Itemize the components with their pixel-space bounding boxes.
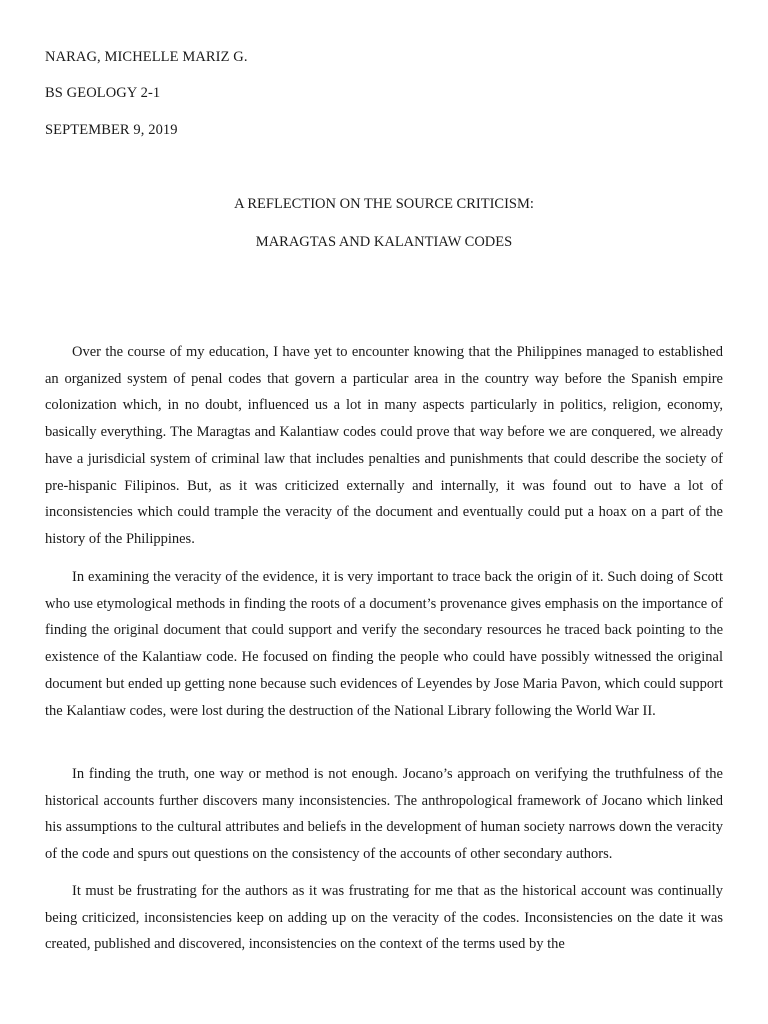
document-date: SEPTEMBER 9, 2019 bbox=[45, 122, 178, 138]
paragraph-4: It must be frustrating for the authors as it was frustrating for me that as the historical account was continually being criticized, inconsistencies keep on adding up on the veracity of the codes. Inconsistencies on the date it was created, published and discovered, inconsistencies on the context of the terms used by the bbox=[45, 883, 723, 953]
author-name: NARAG, MICHELLE MARIZ G. bbox=[45, 49, 248, 65]
title-line-2: MARAGTAS AND KALANTIAW CODES bbox=[255, 234, 513, 250]
paragraph-3: In finding the truth, one way or method is not enough. Jocano’s approach on verifying the truthfulness of the historical accounts further discovers many inconsistencies. The anthropological framework of Jocano which linked his assumptions to the cultural attributes and beliefs in the development of human society narrows down the veracity of the code and spurs out questions on the consistency of the accounts of other secondary authors. bbox=[45, 766, 723, 863]
course-section: BS GEOLOGY 2-1 bbox=[45, 85, 161, 101]
title-line-1: A REFLECTION ON THE SOURCE CRITICISM: bbox=[234, 196, 534, 212]
paragraph-2: In examining the veracity of the evidence, it is very important to trace back the origin of it. Such doing of Scott who use etymological methods in finding the roots of a document’s provenance gives emphasis on the importance of finding the original document that could support and verify the secondary resources he traced back pointing to the existence of the Kalantiaw code. He focused on finding the people who could have possibly witnessed the original document but ended up getting none because such evidences of Leyendes by Jose Maria Pavon, which could support the Kalantiaw codes, were lost during the destruction of the National Library following the World War II. bbox=[45, 569, 723, 719]
paragraph-1: Over the course of my education, I have yet to encounter knowing that the Philippines managed to established an organized system of penal codes that govern a particular area in the country way before the Spanish empire colonization which, in no doubt, influenced us a lot in many aspects particularly in politics, religion, economy, basically everything. The Maragtas and Kalantiaw codes could prove that way before we are conquered, we already have a jurisdicial system of criminal law that includes penalties and punishments that could describe the society of pre-hispanic Filipinos. But, as it was criticized externally and internally, it was found out to have a lot of inconsistencies which could trample the veracity of the document and eventually could put a hoax on a part of the history of the Philippines. bbox=[45, 344, 723, 547]
